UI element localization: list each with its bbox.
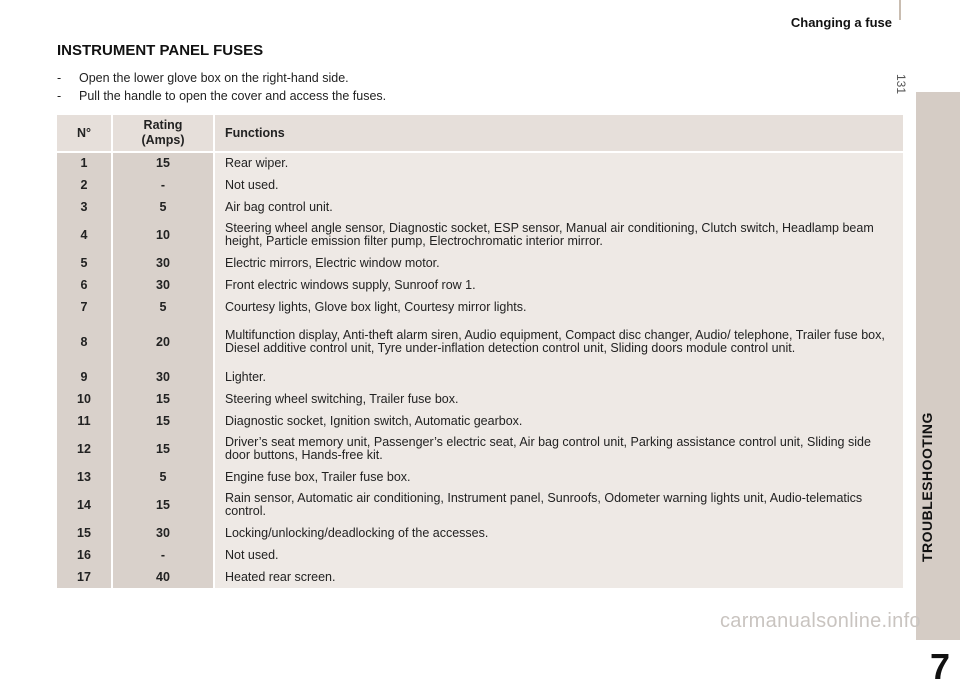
fuse-row	[57, 488, 903, 522]
fuse-rating: 30	[112, 252, 214, 274]
fuse-number: 7	[57, 296, 112, 318]
fuse-number: 2	[57, 174, 112, 196]
fuse-number: 15	[57, 522, 112, 544]
section-title: INSTRUMENT PANEL FUSES	[57, 42, 264, 59]
header-functions: Functions	[214, 115, 903, 152]
fuse-functions: Locking/unlocking/deadlocking of the accesses.	[214, 522, 903, 544]
fuse-row	[57, 410, 903, 432]
header-number: N°	[57, 115, 112, 152]
fuse-row	[57, 566, 903, 588]
fuse-number: 10	[57, 388, 112, 410]
fuse-number: 14	[57, 488, 112, 522]
fuse-rating: 5	[112, 196, 214, 218]
fuse-number: 4	[57, 218, 112, 252]
fuse-functions: Steering wheel switching, Trailer fuse box.	[214, 388, 903, 410]
fuse-row	[57, 318, 903, 366]
fuse-functions: Rear wiper.	[214, 152, 903, 174]
fuse-functions: Front electric windows supply, Sunroof row 1.	[214, 274, 903, 296]
fuse-number: 12	[57, 432, 112, 466]
fuse-table-header	[57, 115, 903, 152]
fuse-number: 9	[57, 366, 112, 388]
fuse-rating: 15	[112, 432, 214, 466]
fuse-rating: 30	[112, 522, 214, 544]
fuse-functions: Courtesy lights, Glove box light, Courtesy mirror lights.	[214, 296, 903, 318]
chapter-number: 7	[930, 646, 951, 687]
page-number: 131	[894, 74, 908, 95]
watermark: carmanualsonline.info	[720, 610, 921, 632]
fuse-number: 16	[57, 544, 112, 566]
fuse-row	[57, 218, 903, 252]
fuse-row	[57, 522, 903, 544]
fuse-functions: Engine fuse box, Trailer fuse box.	[214, 466, 903, 488]
fuse-number: 5	[57, 252, 112, 274]
fuse-rating: -	[112, 174, 214, 196]
fuse-number: 1	[57, 152, 112, 174]
header-rule	[899, 0, 901, 20]
fuse-functions: Driver’s seat memory unit, Passenger’s electric seat, Air bag control unit, Parking assistance control unit, Sliding side door buttons, Hands-free kit.	[214, 432, 903, 466]
fuse-functions: Multifunction display, Anti-theft alarm siren, Audio equipment, Compact disc changer, Audio/ telephone, Trailer fuse box, Diesel additive control unit, Tyre under-inflation detection control unit, Sliding doors module control unit.	[214, 318, 903, 366]
fuse-row	[57, 388, 903, 410]
fuse-rating: 15	[112, 388, 214, 410]
fuse-number: 17	[57, 566, 112, 588]
fuse-functions: Not used.	[214, 174, 903, 196]
fuse-row	[57, 366, 903, 388]
fuse-row	[57, 296, 903, 318]
fuse-rating: 15	[112, 152, 214, 174]
fuse-functions: Diagnostic socket, Ignition switch, Automatic gearbox.	[214, 410, 903, 432]
fuse-rating: 30	[112, 366, 214, 388]
fuse-functions: Steering wheel angle sensor, Diagnostic socket, ESP sensor, Manual air conditioning, Clutch switch, Headlamp beam height, Particle emission filter pump, Electrochromatic interior mirror.	[214, 218, 903, 252]
fuse-row	[57, 432, 903, 466]
fuse-functions: Not used.	[214, 544, 903, 566]
fuse-rating: 20	[112, 318, 214, 366]
fuse-functions: Lighter.	[214, 366, 903, 388]
fuse-functions: Air bag control unit.	[214, 196, 903, 218]
page-header-title: Changing a fuse	[790, 15, 892, 30]
fuse-rating: 15	[112, 488, 214, 522]
fuse-functions: Rain sensor, Automatic air conditioning, Instrument panel, Sunroofs, Odometer warning lights unit, Audio-telematics control.	[214, 488, 903, 522]
fuse-row	[57, 174, 903, 196]
instruction-step: - Open the lower glove box on the right-hand side.	[57, 71, 349, 85]
fuse-row	[57, 252, 903, 274]
fuse-row	[57, 466, 903, 488]
fuse-number: 13	[57, 466, 112, 488]
fuse-row	[57, 152, 903, 174]
fuse-rating: -	[112, 544, 214, 566]
instruction-step: - Pull the handle to open the cover and access the fuses.	[57, 89, 387, 103]
fuse-row	[57, 196, 903, 218]
fuse-rating: 5	[112, 296, 214, 318]
fuse-rating: 30	[112, 274, 214, 296]
fuse-table	[57, 115, 903, 588]
fuse-row	[57, 274, 903, 296]
chapter-side-tab	[916, 92, 960, 687]
fuse-number: 3	[57, 196, 112, 218]
fuse-rating: 15	[112, 410, 214, 432]
chapter-label: TROUBLESHOOTING	[919, 412, 935, 562]
fuse-number: 11	[57, 410, 112, 432]
fuse-rating: 5	[112, 466, 214, 488]
fuse-functions: Electric mirrors, Electric window motor.	[214, 252, 903, 274]
fuse-number: 8	[57, 318, 112, 366]
fuse-rating: 40	[112, 566, 214, 588]
instruction-list	[57, 69, 386, 105]
fuse-functions: Heated rear screen.	[214, 566, 903, 588]
fuse-row	[57, 544, 903, 566]
fuse-number: 6	[57, 274, 112, 296]
header-rating: Rating (Amps)	[112, 115, 214, 152]
fuse-rating: 10	[112, 218, 214, 252]
